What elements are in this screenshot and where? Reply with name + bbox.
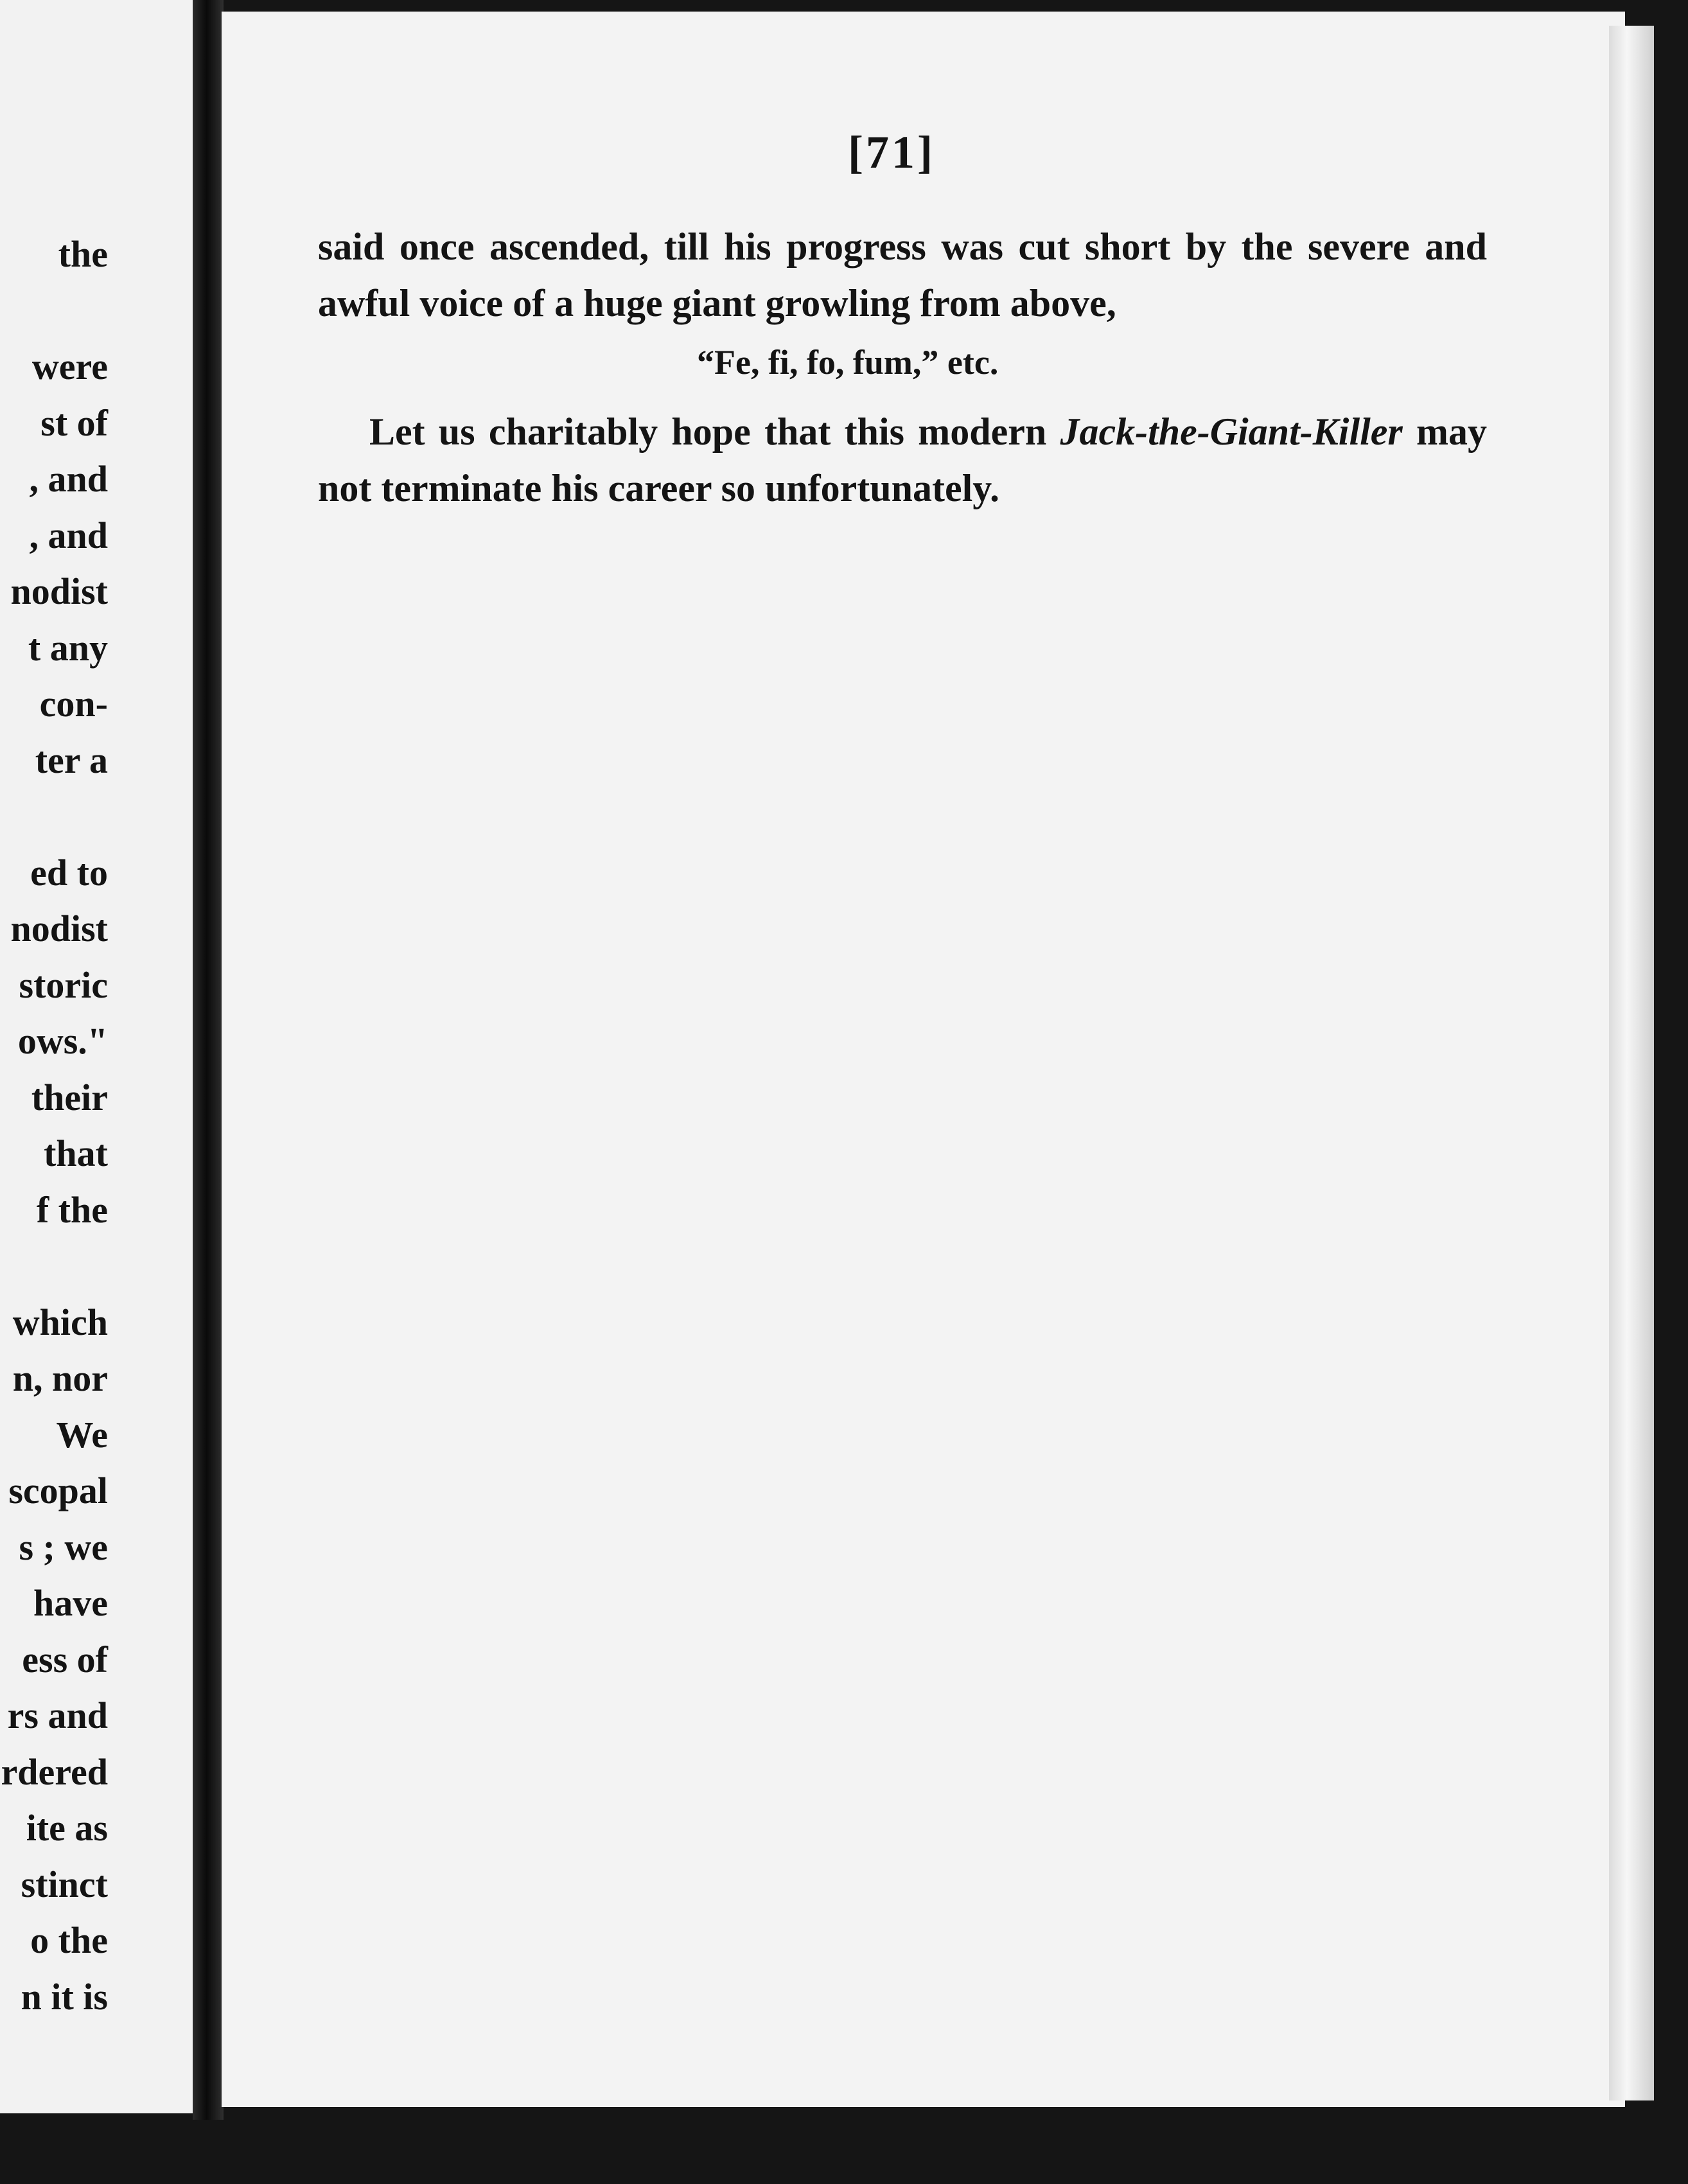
previous-page-line — [0, 283, 108, 339]
book-gutter — [193, 0, 224, 2120]
quoted-verse: “Fe, fi, fo, fum,” etc. — [697, 343, 999, 382]
previous-page-line: that — [44, 1132, 108, 1174]
previous-page-line: rdered — [1, 1750, 108, 1793]
previous-page-line: t any — [28, 626, 108, 669]
page-number: [71] — [848, 127, 935, 178]
paragraph-continued: said once ascended, till his progress was cut short by the severe and awful voice of a huge giant growling from above, — [318, 225, 1487, 324]
previous-page-line: scopal — [8, 1470, 108, 1511]
previous-page-fragment — [0, 0, 204, 2113]
closing-paragraph — [318, 403, 1487, 516]
previous-page-line: o the — [30, 1919, 108, 1961]
previous-page-line — [0, 1238, 108, 1294]
previous-page-line: nodist — [10, 908, 108, 949]
previous-page-line: st of — [40, 401, 108, 444]
previous-page-line: con- — [39, 683, 108, 725]
previous-page-line: n it is — [21, 1975, 108, 2018]
previous-page-line: n, nor — [12, 1357, 108, 1399]
previous-page-line: which — [12, 1301, 108, 1343]
italic-title: Jack-the-Giant-Killer — [1060, 410, 1403, 453]
closing-paragraph-text-start: Let us charitably hope that this modern — [369, 410, 1060, 453]
previous-page-text-column — [0, 226, 108, 2025]
previous-page-line: ed to — [30, 851, 108, 894]
previous-page-line: s ; we — [19, 1526, 108, 1568]
previous-page-line — [0, 788, 108, 845]
page-body — [318, 218, 1487, 516]
previous-page-line: ess of — [22, 1638, 108, 1680]
page-edge-shadow — [1609, 26, 1654, 2100]
previous-page-line: stinct — [21, 1863, 108, 1905]
previous-page-line: , and — [29, 514, 108, 556]
previous-page-line: storic — [19, 964, 108, 1006]
previous-page-line: , and — [29, 458, 108, 500]
previous-page-line: rs and — [7, 1695, 108, 1736]
previous-page-line: nodist — [10, 570, 108, 612]
previous-page-line: ite as — [26, 1807, 108, 1849]
previous-page-line: have — [33, 1582, 108, 1624]
previous-page-line: We — [56, 1413, 108, 1456]
previous-page-line: ows." — [17, 1020, 108, 1062]
closing-paragraph-text-end: may not terminate his career so unfortunately. — [318, 410, 1487, 509]
previous-page-line: were — [31, 346, 108, 387]
previous-page-line: f the — [36, 1188, 108, 1231]
previous-page-line: ter a — [35, 739, 108, 781]
previous-page-line: their — [31, 1076, 108, 1118]
previous-page-line: the — [58, 233, 108, 275]
